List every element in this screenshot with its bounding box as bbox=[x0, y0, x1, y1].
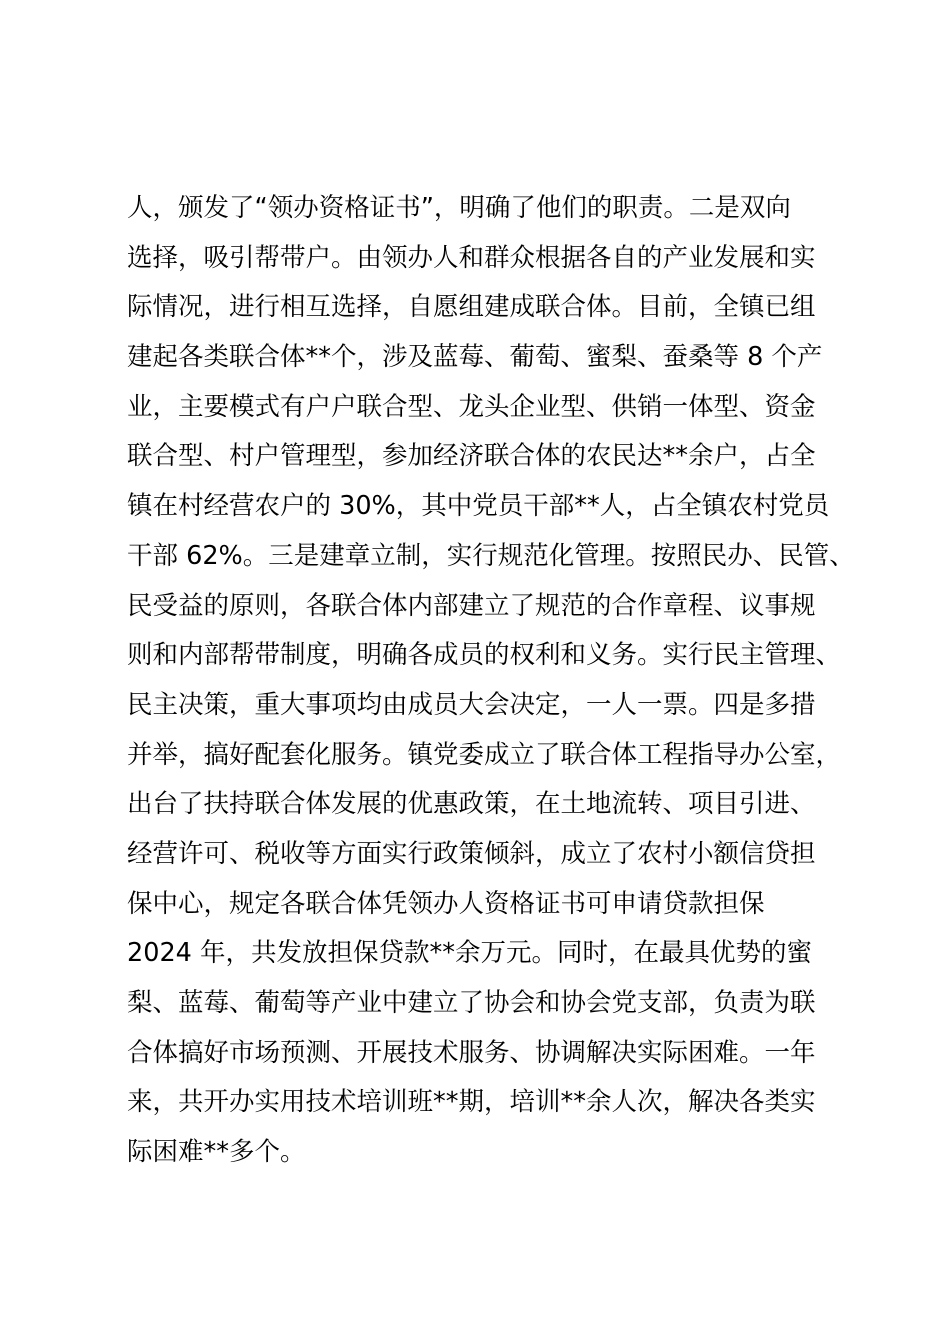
text-line: 际困难**多个。 bbox=[127, 1137, 306, 1168]
text-line: 梨、蓝莓、葡萄等产业中建立了协会和协会党支部，负责为联 bbox=[127, 988, 816, 1018]
text-line: 2024 年，共发放担保贷款**余万元。同时，在最具优势的蜜 bbox=[127, 938, 813, 969]
text-line: 镇在村经营农户的 30%，其中党员干部**人，占全镇农村党员 bbox=[127, 491, 830, 522]
text-line: 选择，吸引帮带户。由领办人和群众根据各自的产业发展和实 bbox=[127, 242, 816, 273]
text-line: 并举，搞好配套化服务。镇党委成立了联合体工程指导办公室， bbox=[127, 739, 842, 770]
text-line: 出台了扶持联合体发展的优惠政策，在土地流转、项目引进、 bbox=[127, 789, 816, 820]
text-line: 干部 62%。三是建章立制，实行规范化管理。按照民办、民管、 bbox=[127, 540, 855, 571]
text-line: 合体搞好市场预测、开展技术服务、协调解决实际困难。一年 bbox=[127, 1037, 816, 1068]
text-line: 业，主要模式有户户联合型、龙头企业型、供销一体型、资金 bbox=[127, 391, 816, 422]
text-line: 民主决策，重大事项均由成员大会决定，一人一票。四是多措 bbox=[127, 689, 816, 720]
text-line: 人，颁发了“领办资格证书”，明确了他们的职责。二是双向 bbox=[127, 193, 791, 223]
text-line: 民受益的原则，各联合体内部建立了规范的合作章程、议事规 bbox=[127, 590, 816, 621]
text-line: 来，共开办实用技术培训班**期，培训**余人次，解决各类实 bbox=[127, 1087, 816, 1118]
text-line: 建起各类联合体**个，涉及蓝莓、葡萄、蜜梨、蚕桑等 8 个产 bbox=[127, 342, 823, 373]
text-line: 际情况，进行相互选择，自愿组建成联合体。目前，全镇已组 bbox=[127, 292, 816, 323]
text-line: 经营许可、税收等方面实行政策倾斜，成立了农村小额信贷担 bbox=[127, 838, 816, 869]
text-line: 保中心，规定各联合体凭领办人资格证书可申请贷款担保 bbox=[127, 888, 765, 919]
text-line: 则和内部帮带制度，明确各成员的权利和义务。实行民主管理、 bbox=[127, 640, 842, 671]
text-line: 联合型、村户管理型，参加经济联合体的农民达**余户，占全 bbox=[127, 441, 816, 472]
body-paragraph bbox=[127, 184, 867, 1178]
